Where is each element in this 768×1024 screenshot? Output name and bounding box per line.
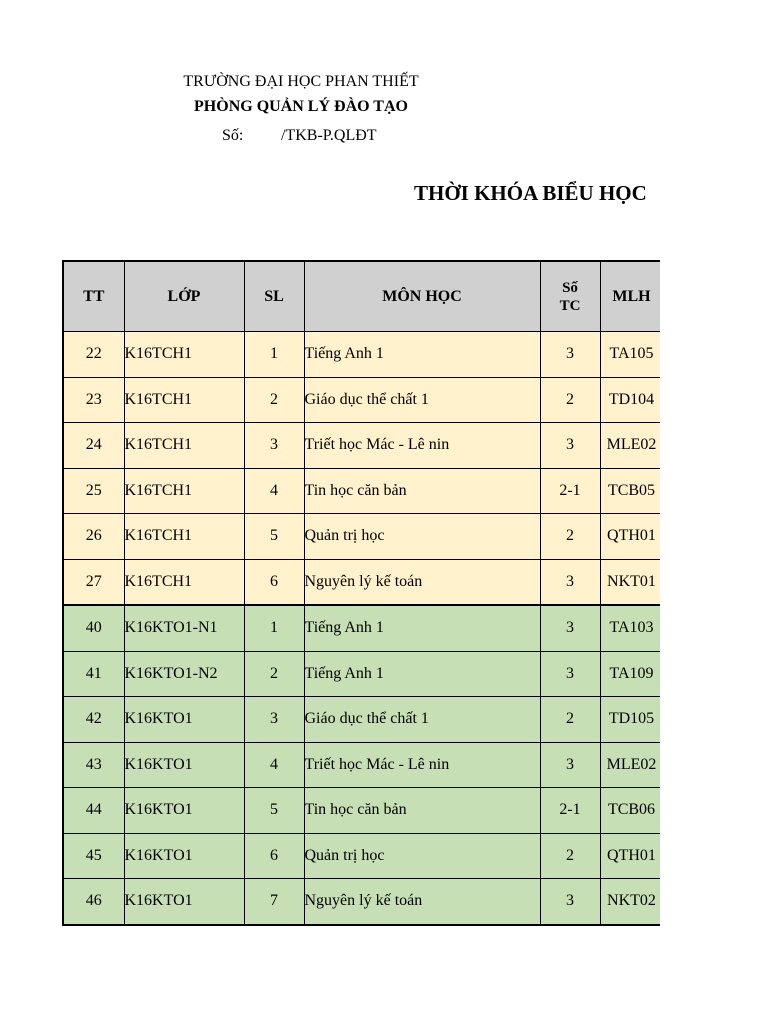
- cell-tt: 43: [63, 742, 124, 788]
- cell-tt: 25: [63, 468, 124, 514]
- cell-tt: 24: [63, 423, 124, 469]
- cell-mlh: TA103: [600, 605, 660, 651]
- schedule-table: [62, 260, 660, 926]
- cell-lop: K16TCH1: [124, 468, 244, 514]
- col-header-tt: TT: [63, 261, 124, 332]
- document-number: [0, 126, 768, 146]
- cell-so-tc: 2: [540, 514, 600, 560]
- cell-mlh: NKT02: [600, 879, 660, 925]
- cell-mlh: QTH01: [600, 833, 660, 879]
- cell-lop: K16KTO1-N2: [124, 651, 244, 697]
- cell-so-tc: 3: [540, 879, 600, 925]
- cell-mon-hoc: Tiếng Anh 1: [304, 605, 540, 651]
- cell-so-tc: 2: [540, 833, 600, 879]
- university-name: TRƯỜNG ĐẠI HỌC PHAN THIẾT: [183, 73, 419, 90]
- cell-lop: K16KTO1: [124, 833, 244, 879]
- cell-sl: 2: [244, 377, 304, 423]
- col-header-so-tc: [540, 261, 600, 332]
- cell-tt: 46: [63, 879, 124, 925]
- cell-so-tc: 3: [540, 651, 600, 697]
- cell-sl: 3: [244, 697, 304, 743]
- office-name: PHÒNG QUẢN LÝ ĐÀO TẠO: [194, 98, 408, 115]
- col-header-so-tc-line1: Số: [562, 279, 578, 296]
- cell-mon-hoc: Quản trị học: [304, 514, 540, 560]
- table-row: [63, 833, 660, 879]
- cell-lop: K16KTO1: [124, 879, 244, 925]
- cell-mlh: TD104: [600, 377, 660, 423]
- cell-tt: 44: [63, 788, 124, 834]
- cell-mon-hoc: Triết học Mác - Lê nin: [304, 423, 540, 469]
- cell-mlh: QTH01: [600, 514, 660, 560]
- table-row: [63, 468, 660, 514]
- cell-mlh: TA109: [600, 651, 660, 697]
- cell-so-tc: 3: [540, 332, 600, 378]
- cell-lop: K16KTO1-N1: [124, 605, 244, 651]
- cell-mon-hoc: Giáo dục thể chất 1: [304, 377, 540, 423]
- schedule-table-container: [62, 260, 660, 931]
- cell-lop: K16TCH1: [124, 423, 244, 469]
- cell-so-tc: 3: [540, 742, 600, 788]
- cell-mon-hoc: Tiếng Anh 1: [304, 651, 540, 697]
- cell-tt: 23: [63, 377, 124, 423]
- table-header-row: [63, 261, 660, 332]
- cell-mlh: MLE02: [600, 423, 660, 469]
- cell-mon-hoc: Triết học Mác - Lê nin: [304, 742, 540, 788]
- cell-lop: K16TCH1: [124, 514, 244, 560]
- cell-sl: 1: [244, 332, 304, 378]
- cell-so-tc: 2-1: [540, 788, 600, 834]
- cell-mon-hoc: Nguyên lý kế toán: [304, 559, 540, 605]
- cell-tt: 22: [63, 332, 124, 378]
- cell-so-tc: 3: [540, 605, 600, 651]
- table-row: [63, 332, 660, 378]
- table-row: [63, 605, 660, 651]
- cell-lop: K16KTO1: [124, 788, 244, 834]
- cell-tt: 26: [63, 514, 124, 560]
- cell-mon-hoc: Tiếng Anh 1: [304, 332, 540, 378]
- cell-lop: K16KTO1: [124, 742, 244, 788]
- cell-sl: 5: [244, 788, 304, 834]
- table-row: [63, 377, 660, 423]
- cell-so-tc: 2-1: [540, 468, 600, 514]
- table-row: [63, 651, 660, 697]
- cell-tt: 41: [63, 651, 124, 697]
- cell-mlh: TCB06: [600, 788, 660, 834]
- number-label: Số:: [222, 127, 244, 144]
- cell-lop: K16KTO1: [124, 697, 244, 743]
- table-row: [63, 559, 660, 605]
- cell-mon-hoc: Nguyên lý kế toán: [304, 879, 540, 925]
- cell-mon-hoc: Tin học căn bản: [304, 468, 540, 514]
- cell-sl: 3: [244, 423, 304, 469]
- col-header-mlh: MLH: [600, 261, 660, 332]
- cell-tt: 40: [63, 605, 124, 651]
- cell-mlh: MLE02: [600, 742, 660, 788]
- cell-tt: 45: [63, 833, 124, 879]
- cell-sl: 6: [244, 559, 304, 605]
- table-row: [63, 697, 660, 743]
- col-header-sl: SL: [244, 261, 304, 332]
- cell-so-tc: 2: [540, 377, 600, 423]
- cell-tt: 42: [63, 697, 124, 743]
- cell-mlh: TCB05: [600, 468, 660, 514]
- cell-sl: 5: [244, 514, 304, 560]
- cell-mlh: TA105: [600, 332, 660, 378]
- col-header-so-tc-line2: TC: [559, 297, 581, 314]
- cell-sl: 4: [244, 468, 304, 514]
- cell-sl: 1: [244, 605, 304, 651]
- cell-sl: 7: [244, 879, 304, 925]
- cell-mlh: NKT01: [600, 559, 660, 605]
- table-row: [63, 423, 660, 469]
- cell-so-tc: 3: [540, 423, 600, 469]
- cell-sl: 4: [244, 742, 304, 788]
- cell-so-tc: 2: [540, 697, 600, 743]
- cell-sl: 2: [244, 651, 304, 697]
- table-row: [63, 788, 660, 834]
- table-row: [63, 514, 660, 560]
- cell-lop: K16TCH1: [124, 377, 244, 423]
- cell-lop: K16TCH1: [124, 332, 244, 378]
- number-suffix: /TKB-P.QLĐT: [281, 127, 377, 144]
- col-header-lop: LỚP: [124, 261, 244, 332]
- cell-mon-hoc: Tin học căn bản: [304, 788, 540, 834]
- cell-sl: 6: [244, 833, 304, 879]
- cell-mlh: TD105: [600, 697, 660, 743]
- cell-mon-hoc: Giáo dục thể chất 1: [304, 697, 540, 743]
- cell-lop: K16TCH1: [124, 559, 244, 605]
- table-row: [63, 742, 660, 788]
- col-header-mon-hoc: MÔN HỌC: [304, 261, 540, 332]
- document-title: THỜI KHÓA BIỂU HỌC: [414, 181, 647, 205]
- cell-tt: 27: [63, 559, 124, 605]
- cell-mon-hoc: Quản trị học: [304, 833, 540, 879]
- cell-so-tc: 3: [540, 559, 600, 605]
- table-row: [63, 879, 660, 925]
